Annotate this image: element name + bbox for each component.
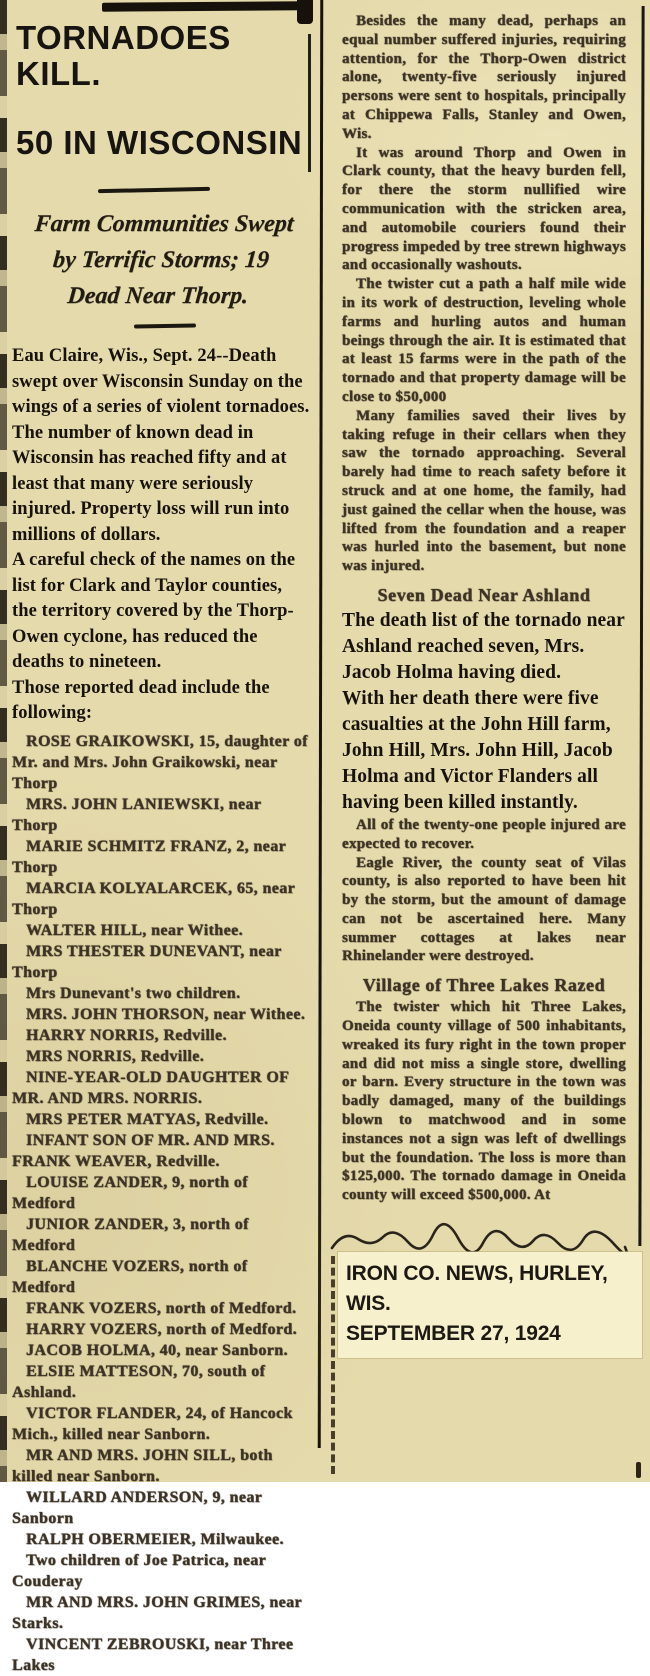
caption-box (338, 1252, 642, 1358)
right-column (334, 0, 640, 1482)
subheadline (7, 206, 314, 314)
headline (16, 20, 310, 161)
casualty-entry: MR AND MRS. JOHN SILL, both killed near Sanborn. (12, 1446, 273, 1485)
casualty-entry: MRS THESTER DUNEVANT, near Thorp (12, 942, 282, 981)
article-paragraph: Many families saved their lives by taking refuge in their cellars when they saw the tornado approaching. Several barely had time to reach safety before it struck and at one home, the family, had just gained the cellar when the house, was lifted from the foundation and a reaper was hurled into the basement, but none was injured. (342, 407, 626, 575)
caption-source: IRON CO. NEWS, HURLEY, WIS. (346, 1262, 608, 1315)
casualty-entry: JUNIOR ZANDER, 3, north of Medford (12, 1215, 249, 1254)
casualty-entry: MARIE SCHMITZ FRANZ, 2, near Thorp (12, 837, 286, 876)
casualty-entry: Mrs Dunevant's two children. (26, 984, 241, 1002)
casualty-entry: WALTER HILL, near Withee. (26, 921, 244, 939)
article-paragraph: Eagle River, the county seat of Vilas county, is also reported to have been hit by the storm, but the amount of damage can not be ascertained here. Many summer cottages at lakes near Rhinelander were destroyed. (342, 854, 626, 965)
article-paragraph: It was around Thorp and Owen in Clark county, that the heavy burden fell, for there the storm nullified wire communication with the stricken area, and automobile couriers found their progress impeded by tree strewn highways and occasionally washouts. (342, 144, 626, 274)
casualty-entry: MRS NORRIS, Redville. (26, 1047, 205, 1065)
intro-paragraphs (12, 344, 310, 727)
casualty-entry: INFANT SON OF MR. AND MRS. FRANK WEAVER, Redville. (12, 1131, 275, 1170)
intro-paragraph: Those reported dead include the following: (12, 677, 270, 723)
article-paragraph: Besides the many dead, perhaps an equal number suffered injuries, requiring attention, for the Thorp-Owen district alone, twenty-five seriously injured persons were sent to hospitals, principally at Chippewa Falls, Stanley and Owen, Wis. (342, 13, 626, 142)
casualty-entry: MRS. JOHN THORSON, near Withee. (26, 1005, 306, 1023)
subhead-line-3: Dead Near Thorp. (66, 283, 250, 309)
casualty-entry: FRANK VOZERS, north of Medford. (26, 1299, 297, 1317)
caption-date: SEPTEMBER 27, 1924 (346, 1322, 561, 1345)
column-gutter-rule (318, 0, 324, 1448)
divider-rule (134, 323, 196, 328)
subhead-line-1: Farm Communities Swept (33, 211, 295, 237)
subhead-line-2: by Terrific Storms; 19 (51, 247, 271, 273)
article-paragraph: The death list of the tornado near Ashland reached seven, Mrs. Jacob Holma having died. (342, 609, 625, 683)
right-article (334, 0, 640, 1205)
casualty-list (12, 731, 310, 1676)
article-paragraph: All of the twenty-one people injured are expected to recover. (342, 816, 626, 852)
casualty-entry: RALPH OBERMEIER, Milwaukee. (26, 1530, 284, 1548)
casualty-entry: BLANCHE VOZERS, north of Medford (12, 1257, 248, 1296)
casualty-entry: VICTOR FLANDER, 24, of Hancock Mich., killed near Sanborn. (12, 1404, 293, 1443)
intro-paragraph: Eau Claire, Wis., Sept. 24--Death swept over Wisconsin Sunday on the wings of a series of violent tornadoes. The number of known dead in Wisconsin has reached fifty and at least that many were seriously injured. Property loss will run into millions of dollars. (12, 346, 310, 545)
casualty-entry: MARCIA KOLYALARCEK, 65, near Thorp (12, 879, 295, 918)
casualty-entry: HARRY VOZERS, north of Medford. (26, 1320, 298, 1338)
casualty-entry: MRS PETER MATYAS, Redville. (26, 1110, 269, 1128)
casualty-entry: ROSE GRAIKOWSKI, 15, daughter of Mr. and Mrs. John Graikowski, near Thorp (12, 732, 308, 792)
casualty-entry: LOUISE ZANDER, 9, north of Medford (12, 1173, 248, 1212)
casualty-entry: WILLARD ANDERSON, 9, near Sanborn (12, 1488, 262, 1527)
section-heading-three-lakes: Village of Three Lakes Razed (362, 975, 606, 996)
divider-rule (98, 187, 210, 193)
intro-paragraph: A careful check of the names on the list for Clark and Taylor counties, the territory covered by the Thorp-Owen cyclone, has reduced the deaths to nineteen. (12, 550, 296, 672)
casualty-entry: Two children of Joe Patrica, near Couderay (12, 1551, 266, 1590)
casualty-entry: VINCENT ZEBROUSKI, near Three Lakes (12, 1635, 294, 1674)
section-heading-ashland: Seven Dead Near Ashland (377, 584, 591, 605)
left-column (12, 6, 310, 1674)
storm-report-paragraphs (342, 12, 626, 576)
torn-paper-left-edge (0, 0, 7, 1482)
casualty-entry: MR AND MRS. JOHN GRIMES, near Starks. (12, 1593, 302, 1632)
casualty-entry: JACOB HOLMA, 40, near Sanborn. (26, 1341, 288, 1359)
casualty-entry: MRS. JOHN LANIEWSKI, near Thorp (12, 795, 262, 834)
article-paragraph: With her death there were five casualties at the John Hill farm, John Hill, Mrs. John Hill, Jacob Holma and Victor Flanders all having been killed instantly. (342, 687, 613, 813)
casualty-entry: HARRY NORRIS, Redville. (26, 1026, 227, 1044)
headline-line-1: TORNADOES KILL. (16, 19, 231, 92)
casualty-entry: NINE-YEAR-OLD DAUGHTER OF MR. AND MRS. NORRIS. (12, 1068, 289, 1107)
casualty-entry: ELSIE MATTESON, 70, south of Ashland. (12, 1362, 266, 1401)
three-lakes-paragraph: The twister which hit Three Lakes, Oneida county village of 500 inhabitants, wreaked its fury right in the town proper and did not miss a single store, dwelling or barn. Every structure in the town was badly damaged, many of the buildings blown to matchwood and in some instances not a sign was left of dwellings but the foundation. The loss is more than $125,000. The tornado damage in Oneida county will exceed $500,000. At (342, 999, 626, 1204)
headline-line-2: 50 IN WISCONSIN (16, 124, 303, 161)
ashland-clean-paragraphs (342, 608, 626, 816)
article-paragraph: The twister cut a path a half mile wide in its work of destruction, leveling whole farms and hurling autos and human beings through the air. It is estimated that at least 15 farms were in the path of the tornado and that property damage will be close to $50,000 (342, 276, 626, 405)
ashland-more-paragraphs (342, 816, 626, 966)
